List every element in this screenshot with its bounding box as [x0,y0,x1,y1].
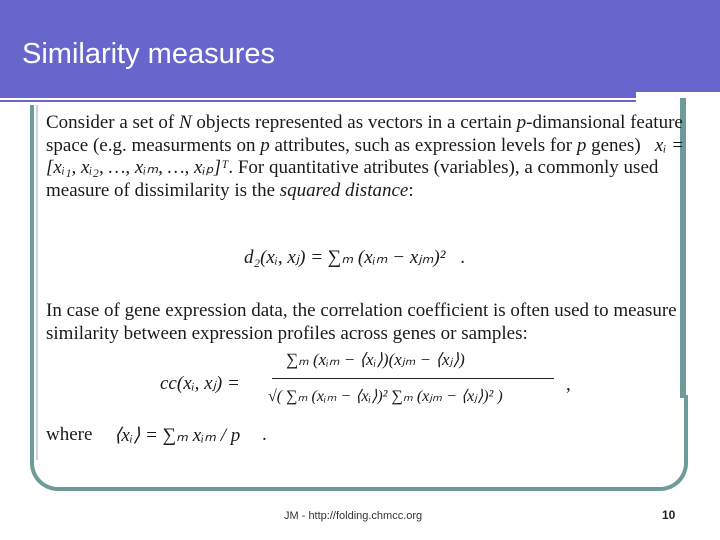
text-run: : [408,179,414,201]
footer-text: JM - http://folding.chmcc.org [284,510,423,522]
vector-definition: xᵢ = [xᵢ₁, xᵢ₂, …, xᵢₘ, …, xᵢₚ]ᵀ [46,134,684,178]
text-run: p [576,134,587,156]
text-run: p [516,112,527,133]
equation-punct: . [460,247,465,268]
slide-body [46,112,686,202]
fraction-bar [272,378,554,379]
equation-cc-numerator: ∑ₘ (xᵢₘ − ⟨xᵢ⟩)(xⱼₘ − ⟨xⱼ⟩) [286,350,465,369]
slide-title: Similarity measures [22,38,275,70]
text-run: squared distance [279,179,409,201]
text-run: genes) [586,134,641,156]
equation-cc-denominator: √( ∑ₘ (xᵢₘ − ⟨xᵢ⟩)² ∑ₘ (xⱼₘ − ⟨xⱼ⟩)² ) [268,388,503,405]
equation-cc-lhs: cc(xᵢ, xⱼ) = [160,373,240,394]
paragraph-text: In case of gene expression data, the correlation coefficient is often used to measure similarity between expression profiles across genes or samples: [46,300,677,344]
equation-punct: . [262,424,267,445]
text-run: . For quantitative atributes (variables), a commonly used measure of dissimilarity is the [46,157,659,201]
paragraph-definition [46,112,686,202]
equation-text: d₂(xᵢ, xⱼ) = ∑ₘ (xᵢₘ − xⱼₘ)² [244,247,446,268]
where-label: where [46,424,93,445]
paragraph-correlation [46,300,686,345]
text-run: N [178,112,192,133]
page-number: 10 [662,508,676,522]
text-run: -dimansional feature space (e.g. measurments on [46,112,683,156]
equation-mean: ⟨xᵢ⟩ = ∑ₘ xᵢₘ / p [114,425,241,446]
text-run: objects represented as vectors in a certain [191,112,517,133]
title-underline-thin [0,100,636,102]
text-run: p [260,134,270,156]
text-run: attributes, such as expression levels for [269,134,577,156]
text-run: Consider a set of [46,112,179,133]
title-underline [0,92,636,98]
equation-punct: , [566,374,571,395]
equation-squared-distance [244,246,465,269]
